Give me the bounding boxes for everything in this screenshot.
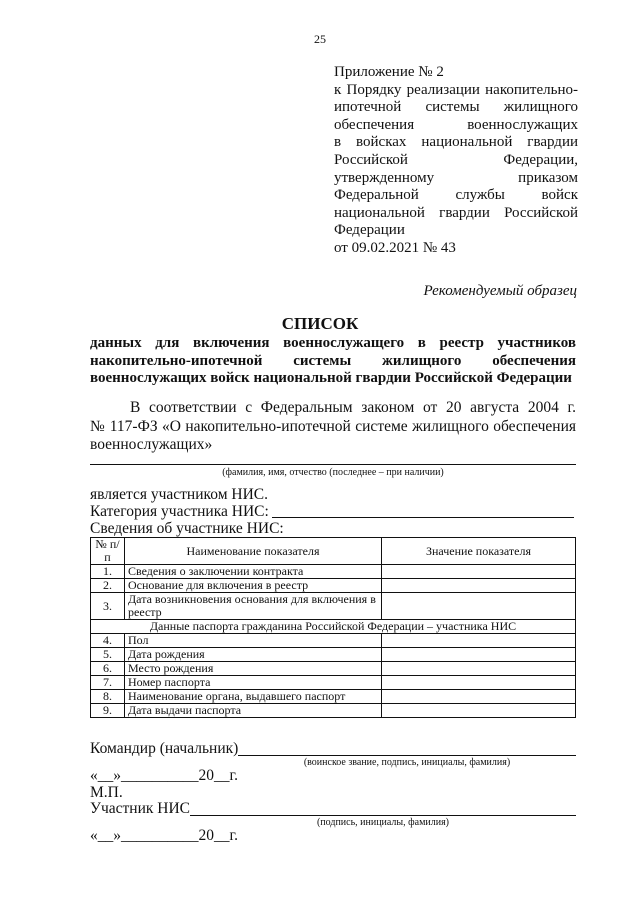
participant-date: «__»__________20__г. — [90, 827, 238, 844]
category-label: Категория участника НИС: — [90, 503, 269, 520]
row-num: 4. — [91, 634, 125, 648]
document-title: СПИСОК — [281, 314, 359, 333]
subtitle-line: военнослужащих войск национальной гвардии Российской Федерации — [90, 370, 572, 386]
commander-signature-line[interactable] — [238, 755, 576, 756]
row-name: Основание для включения в реестр — [125, 579, 382, 593]
table-section-row — [91, 620, 576, 634]
participant-signature-line[interactable] — [190, 815, 576, 816]
info-label: Сведения об участнике НИС: — [90, 520, 284, 537]
table-row — [91, 676, 576, 690]
fio-caption: (фамилия, имя, отчество (последнее – при наличии) — [222, 467, 444, 478]
header-value: Значение показателя — [382, 538, 576, 565]
appendix-line: национальной гвардии Российской — [334, 204, 578, 221]
intro-line: № 117-ФЗ «О накопительно-ипотечной системе жилищного обеспечения — [90, 417, 576, 435]
participant-info-table — [90, 537, 576, 718]
row-name: Дата выдачи паспорта — [125, 704, 382, 718]
row-name: Место рождения — [125, 662, 382, 676]
document-subtitle — [90, 335, 576, 388]
row-name: Пол — [125, 634, 382, 648]
table-row — [91, 704, 576, 718]
row-name: Наименование органа, выдавшего паспорт — [125, 690, 382, 704]
table-row — [91, 634, 576, 648]
row-value-cell[interactable] — [382, 704, 576, 718]
commander-label: Командир (начальник) — [90, 740, 239, 757]
table-row — [91, 648, 576, 662]
passport-section-title: Данные паспорта гражданина Российской Федерации – участника НИС — [91, 620, 576, 634]
row-value-cell[interactable] — [382, 690, 576, 704]
row-name: Сведения о заключении контракта — [125, 565, 382, 579]
intro-paragraph — [90, 399, 576, 455]
row-name: Номер паспорта — [125, 676, 382, 690]
appendix-line: ипотечной системы жилищного — [334, 99, 578, 116]
participant-label: Участник НИС — [90, 800, 191, 817]
intro-line: В соответствии с Федеральным законом от 20 августа 2004 г. — [130, 399, 576, 416]
appendix-line: Федеральной службы войск — [334, 187, 578, 204]
appendix-line: в войсках национальной гвардии — [334, 134, 578, 151]
table-header-row — [91, 538, 576, 565]
intro-line: военнослужащих» — [90, 436, 213, 453]
appendix-line: от 09.02.2021 № 43 — [334, 239, 456, 256]
category-input-line[interactable] — [272, 517, 574, 518]
row-num: 3. — [91, 593, 125, 620]
row-value-cell[interactable] — [382, 634, 576, 648]
page-number: 25 — [314, 32, 326, 46]
row-num: 2. — [91, 579, 125, 593]
appendix-line: Федерации — [334, 222, 405, 239]
participant-text: является участником НИС. — [90, 486, 268, 503]
participant-caption: (подпись, инициалы, фамилия) — [316, 817, 450, 828]
fio-input-line[interactable] — [90, 464, 576, 465]
row-name: Дата рождения — [125, 648, 382, 662]
row-num: 1. — [91, 565, 125, 579]
appendix-line: утвержденному приказом — [334, 169, 578, 186]
row-num: 8. — [91, 690, 125, 704]
table-row — [91, 593, 576, 620]
appendix-line: обеспечения военнослужащих — [334, 116, 578, 133]
row-num: 5. — [91, 648, 125, 662]
commander-date: «__»__________20__г. — [90, 767, 238, 784]
table-row — [91, 662, 576, 676]
table-row — [91, 565, 576, 579]
table-row — [91, 579, 576, 593]
stamp-label: М.П. — [90, 784, 123, 801]
subtitle-line: данных для включения военнослужащего в реестр участников — [90, 335, 576, 351]
commander-caption: (воинское звание, подпись, инициалы, фамилия) — [303, 757, 511, 768]
row-value-cell[interactable] — [382, 593, 576, 620]
header-name: Наименование показателя — [125, 538, 382, 565]
row-num: 6. — [91, 662, 125, 676]
row-num: 7. — [91, 676, 125, 690]
row-value-cell[interactable] — [382, 662, 576, 676]
appendix-title: Приложение № 2 — [334, 64, 444, 80]
appendix-line: к Порядку реализации накопительно- — [334, 81, 578, 98]
row-value-cell[interactable] — [382, 676, 576, 690]
recommended-sample-label: Рекомендуемый образец — [423, 283, 577, 299]
row-value-cell[interactable] — [382, 579, 576, 593]
row-value-cell[interactable] — [382, 565, 576, 579]
row-value-cell[interactable] — [382, 648, 576, 662]
row-num: 9. — [91, 704, 125, 718]
header-num: № п/п — [91, 538, 125, 565]
row-name: Дата возникновения основания для включения в реестр — [125, 593, 382, 620]
appendix-block — [334, 64, 578, 258]
table-row — [91, 690, 576, 704]
subtitle-line: накопительно-ипотечной системы жилищного обеспечения — [90, 352, 576, 369]
appendix-line: Российской Федерации, — [334, 151, 578, 168]
